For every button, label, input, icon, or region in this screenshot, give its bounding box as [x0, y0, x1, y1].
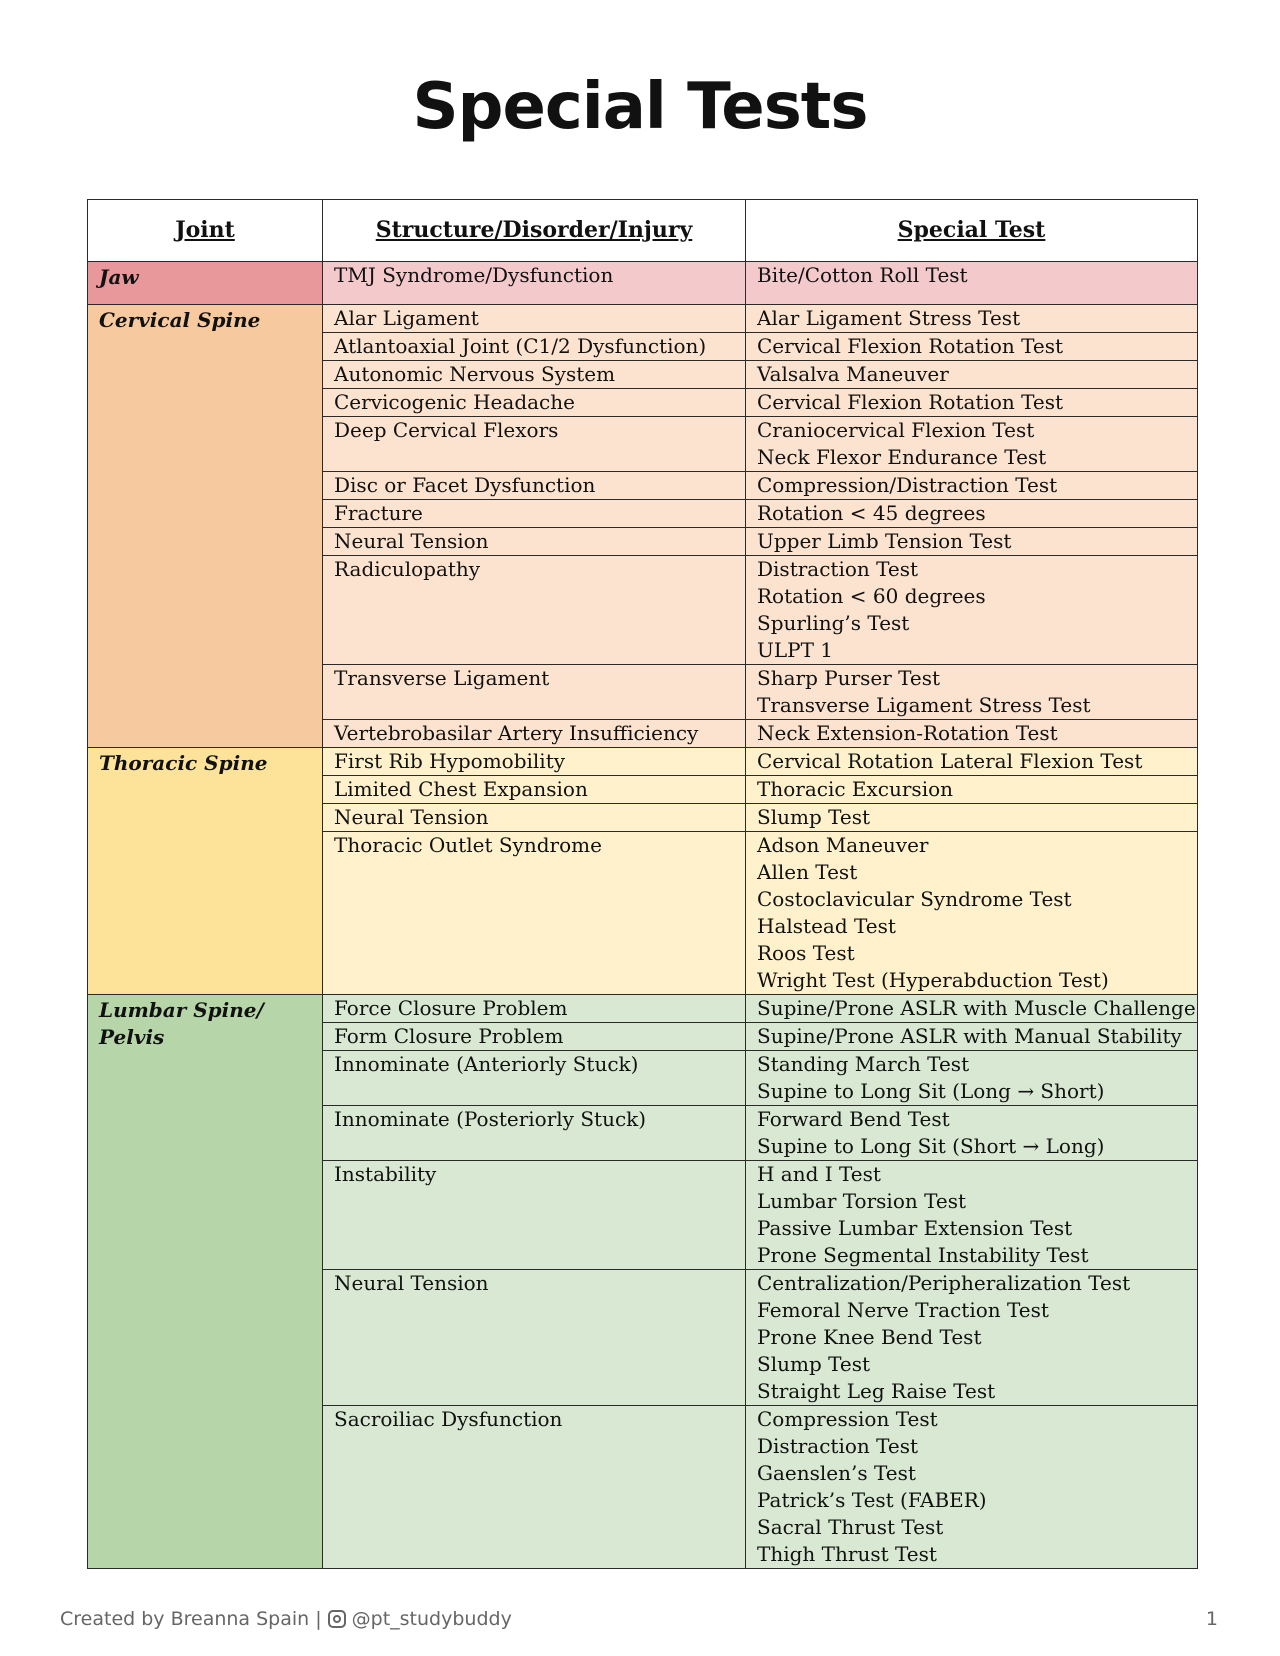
special-test-item: Thoracic Excursion: [757, 777, 954, 801]
special-test-item: Halstead Test: [757, 914, 896, 938]
special-test-item: Transverse Ligament Stress Test: [757, 693, 1091, 717]
table-row: [88, 305, 1198, 333]
special-test-cell: [746, 720, 1198, 748]
structure-cell: Transverse Ligament: [323, 665, 746, 720]
table-row: [88, 995, 1198, 1023]
instagram-icon: [328, 1610, 346, 1628]
special-test-item: Thigh Thrust Test: [757, 1542, 937, 1566]
special-test-item: ULPT 1: [757, 638, 834, 662]
structure-cell: Vertebrobasilar Artery Insufficiency: [323, 720, 746, 748]
special-test-item: Distraction Test: [757, 557, 919, 581]
table-header-row: [88, 200, 1198, 262]
special-test-cell: [746, 417, 1198, 472]
special-test-item: Centralization/Peripheralization Test: [757, 1271, 1131, 1295]
special-test-item: Patrick’s Test (FABER): [757, 1488, 987, 1512]
special-test-item: Spurling’s Test: [757, 611, 910, 635]
table-body: [88, 262, 1198, 1569]
structure-cell: Innominate (Anteriorly Stuck): [323, 1051, 746, 1106]
special-test-cell: [746, 305, 1198, 333]
special-test-item: Upper Limb Tension Test: [757, 529, 1012, 553]
special-test-item: Sharp Purser Test: [757, 666, 941, 690]
structure-cell: First Rib Hypomobility: [323, 748, 746, 776]
structure-cell: Form Closure Problem: [323, 1023, 746, 1051]
special-test-item: Craniocervical Flexion Test: [757, 418, 1035, 442]
special-test-item: Cervical Flexion Rotation Test: [757, 390, 1064, 414]
special-test-cell: [746, 665, 1198, 720]
special-test-cell: [746, 804, 1198, 832]
structure-cell: Innominate (Posteriorly Stuck): [323, 1106, 746, 1161]
special-test-item: Forward Bend Test: [757, 1107, 950, 1131]
joint-cell: Thoracic Spine: [88, 748, 323, 995]
special-test-item: Standing March Test: [757, 1052, 970, 1076]
special-test-item: Supine to Long Sit (Long → Short): [757, 1079, 1105, 1103]
special-test-item: Valsalva Maneuver: [757, 362, 949, 386]
special-tests-table: [87, 199, 1198, 1569]
special-test-item: Straight Leg Raise Test: [757, 1379, 996, 1403]
special-test-cell: [746, 995, 1198, 1023]
special-test-cell: [746, 333, 1198, 361]
special-test-cell: [746, 361, 1198, 389]
special-test-cell: [746, 1161, 1198, 1270]
structure-cell: Force Closure Problem: [323, 995, 746, 1023]
table-row: [88, 262, 1198, 305]
special-test-item: Supine/Prone ASLR with Manual Stability: [757, 1024, 1182, 1048]
special-test-cell: [746, 389, 1198, 417]
special-test-item: Prone Knee Bend Test: [757, 1325, 982, 1349]
special-test-item: Wright Test (Hyperabduction Test): [757, 968, 1109, 992]
special-test-item: Neck Extension-Rotation Test: [757, 721, 1058, 745]
special-test-item: Gaenslen’s Test: [757, 1461, 916, 1485]
structure-cell: Thoracic Outlet Syndrome: [323, 832, 746, 995]
special-test-item: Distraction Test: [757, 1434, 919, 1458]
footer-credit-text: Created by Breanna Spain |: [60, 1608, 322, 1630]
footer-handle: @pt_studybuddy: [351, 1608, 512, 1630]
joint-cell: Jaw: [88, 262, 323, 305]
structure-cell: Neural Tension: [323, 528, 746, 556]
joint-cell: Lumbar Spine/ Pelvis: [88, 995, 323, 1569]
special-test-item: Cervical Rotation Lateral Flexion Test: [757, 749, 1143, 773]
special-test-item: Allen Test: [757, 860, 858, 884]
special-test-item: Costoclavicular Syndrome Test: [757, 887, 1072, 911]
special-test-cell: [746, 472, 1198, 500]
header-structure: Structure/Disorder/Injury: [323, 200, 746, 262]
special-test-item: H and I Test: [757, 1162, 881, 1186]
special-test-cell: [746, 1106, 1198, 1161]
special-test-cell: [746, 1270, 1198, 1406]
special-test-item: Slump Test: [757, 805, 871, 829]
structure-cell: Limited Chest Expansion: [323, 776, 746, 804]
special-test-cell: [746, 262, 1198, 305]
special-test-item: Alar Ligament Stress Test: [757, 306, 1021, 330]
structure-cell: Autonomic Nervous System: [323, 361, 746, 389]
special-test-cell: [746, 556, 1198, 665]
special-test-item: Roos Test: [757, 941, 855, 965]
structure-cell: Alar Ligament: [323, 305, 746, 333]
special-test-item: Supine to Long Sit (Short → Long): [757, 1134, 1105, 1158]
special-test-cell: [746, 748, 1198, 776]
structure-cell: TMJ Syndrome/Dysfunction: [323, 262, 746, 305]
special-test-cell: [746, 776, 1198, 804]
table-row: [88, 748, 1198, 776]
special-test-cell: [746, 528, 1198, 556]
structure-cell: Disc or Facet Dysfunction: [323, 472, 746, 500]
special-test-cell: [746, 1023, 1198, 1051]
header-special-test: Special Test: [746, 200, 1198, 262]
page-number: 1: [1205, 1608, 1218, 1630]
page-title: Special Tests: [412, 70, 868, 144]
footer-credit: [60, 1608, 512, 1630]
special-test-cell: [746, 500, 1198, 528]
structure-cell: Neural Tension: [323, 1270, 746, 1406]
special-test-item: Cervical Flexion Rotation Test: [757, 334, 1064, 358]
special-test-cell: [746, 832, 1198, 995]
special-test-item: Prone Segmental Instability Test: [757, 1243, 1089, 1267]
structure-cell: Cervicogenic Headache: [323, 389, 746, 417]
header-joint: Joint: [88, 200, 323, 262]
special-test-item: Rotation < 60 degrees: [757, 584, 986, 608]
structure-cell: Fracture: [323, 500, 746, 528]
joint-cell: Cervical Spine: [88, 305, 323, 748]
special-test-item: Compression Test: [757, 1407, 938, 1431]
structure-cell: Deep Cervical Flexors: [323, 417, 746, 472]
special-test-item: Rotation < 45 degrees: [757, 501, 986, 525]
special-test-item: Adson Maneuver: [757, 833, 929, 857]
special-test-item: Supine/Prone ASLR with Muscle Challenge: [757, 996, 1196, 1020]
special-test-cell: [746, 1051, 1198, 1106]
structure-cell: Atlantoaxial Joint (C1/2 Dysfunction): [323, 333, 746, 361]
special-test-item: Sacral Thrust Test: [757, 1515, 944, 1539]
special-test-item: Passive Lumbar Extension Test: [757, 1216, 1073, 1240]
special-test-item: Slump Test: [757, 1352, 871, 1376]
special-test-item: Bite/Cotton Roll Test: [757, 263, 968, 287]
structure-cell: Neural Tension: [323, 804, 746, 832]
special-test-item: Femoral Nerve Traction Test: [757, 1298, 1049, 1322]
structure-cell: Radiculopathy: [323, 556, 746, 665]
special-test-item: Lumbar Torsion Test: [757, 1189, 967, 1213]
special-test-item: Neck Flexor Endurance Test: [757, 445, 1047, 469]
structure-cell: Instability: [323, 1161, 746, 1270]
special-test-cell: [746, 1406, 1198, 1569]
special-test-item: Compression/Distraction Test: [757, 473, 1058, 497]
structure-cell: Sacroiliac Dysfunction: [323, 1406, 746, 1569]
